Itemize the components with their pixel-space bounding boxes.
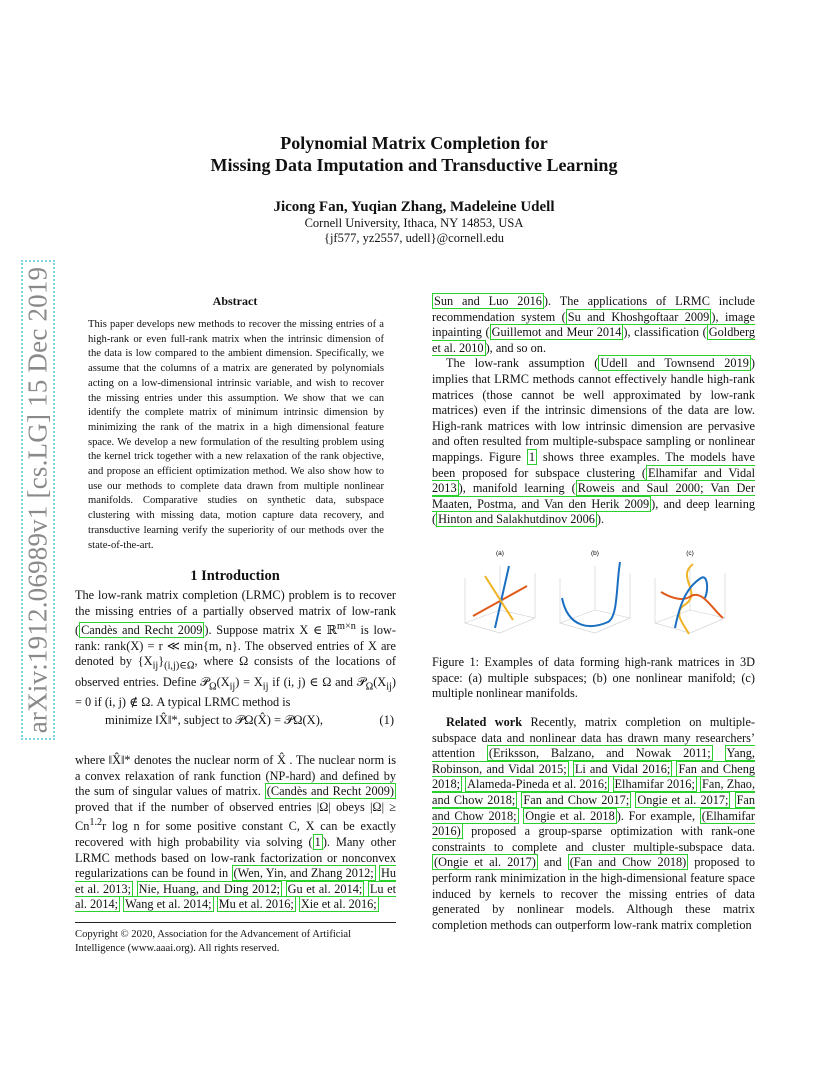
- citation-link[interactable]: Alameda-Pineda et al. 2016;: [467, 777, 608, 792]
- citation-link[interactable]: Nie, Huang, and Ding 2012;: [138, 881, 281, 896]
- citation-link[interactable]: Yang, Robinson, and Vidal 2015;: [432, 746, 755, 776]
- figure-1c-multiple-nonlinear-manifolds: [645, 548, 735, 638]
- authors: Jicong Fan, Yuqian Zhang, Madeleine Udell: [273, 199, 555, 215]
- intro-paragraph-2: where ‖X̂‖* denotes the nuclear norm of X̂ . The nuclear norm is a convex relaxation of rank function (NP-hard) and defined by the sum of singular values of matrix. (Candès and Recht 2009) proved that if the number of observed entries |Ω| obeys $|\Omega| \ge Cn^{1.2}r$ log n for some positive constant C, X can be exactly recovered with high probability via solving ( 1 ). Many other LRMC methods based on low-rank factorization or nonconvex regularizations can be found in (Wen, Yin, and Zhang 2012; Hu et al. 2013; Nie, Huang, and Ding 2012; Gu et al. 2014; Lu et al. 2014; Wang et al. 2014; Mu et al. 2016; Xie et al. 2016;: [75, 753, 397, 912]
- citation-link[interactable]: Fan, Zhao, and Chow 2018;: [432, 777, 756, 807]
- paper-title: [0, 132, 828, 176]
- figure-1b-nonlinear-manifold: [550, 548, 640, 638]
- citation-link[interactable]: (Candès and Recht 2009): [266, 784, 394, 799]
- equation-1-body: minimize ‖X̂‖*, subject to 𝒫Ω(X̂) = 𝒫Ω(X),: [105, 713, 323, 727]
- equation-reference-link[interactable]: 1: [314, 835, 321, 850]
- citation-link[interactable]: (Elhamifar 2016): [432, 808, 756, 839]
- citation-link[interactable]: Hinton and Salakhutdinov 2006: [438, 512, 595, 527]
- citation-link[interactable]: (Eriksson, Balzano, and Nowak 2011;: [488, 746, 711, 761]
- citation-link[interactable]: Roweis and Saul 2000; Van Der Maaten, Postma, and Van den Herik 2009: [432, 481, 755, 511]
- affiliation-block: [0, 216, 828, 246]
- right-column-paragraphs: [432, 294, 755, 528]
- svg-text:(b): (b): [591, 550, 599, 557]
- copyright-notice: Copyright © 2020, Association for the Advancement of Artificial Intelligence (www.aaai.org). All rights reserved.: [75, 922, 396, 956]
- citation-link[interactable]: Ongie et al. 2017;: [637, 792, 729, 807]
- figure-1: [455, 548, 735, 638]
- citation-link[interactable]: Udell and Townsend 2019: [600, 356, 749, 371]
- svg-text:(a): (a): [496, 550, 504, 557]
- citation-link[interactable]: Fan and Chow 2017;: [523, 792, 630, 807]
- emails: {jf577, yz2557, udell}@cornell.edu: [323, 231, 505, 245]
- citation-link[interactable]: Gu et al. 2014;: [287, 881, 363, 896]
- abstract-heading: Abstract: [212, 294, 258, 308]
- citation-link[interactable]: Elhamifar 2016;: [614, 777, 695, 792]
- section-heading-introduction: 1 Introduction: [190, 568, 280, 584]
- affiliation: Cornell University, Ithaca, NY 14853, USA: [304, 216, 524, 230]
- applications-paragraph: Sun and Luo 2016 ). The applications of LRMC include recommendation system ( Su and Khoshgoftaar 2009 ), image inpainting ( Guillemot and Meur 2014 ), classification ( Goldberg et al. 2010 ), and so on.: [432, 294, 755, 355]
- citation-link[interactable]: (Fan and Chow 2018): [569, 855, 687, 870]
- citation-link[interactable]: Li and Vidal 2016;: [574, 761, 671, 776]
- related-work-paragraph: Related work Recently, matrix completion on multiple-subspace data and nonlinear data has drawn many researchers’ attention (Eriksson, Balzano, and Nowak 2011; Yang, Robinson, and Vidal 2015; Li and Vidal 2016; Fan and Cheng 2018; Alameda-Pineda et al. 2016; Elhamifar 2016; Fan, Zhao, and Chow 2018; Fan and Chow 2017; Ongie et al. 2017; Fan and Chow 2018; Ongie et al. 2018 ). For example, (Elhamifar 2016) proposed a group-sparse optimization with rank-one constraints to complete and cluster multiple-subspace data. (Ongie et al. 2017) and (Fan and Chow 2018) proposed to perform rank minimization in the high-dimensional feature space induced by kernels to recover the missing entries of data generated by nonlinear models. Although these matrix completion methods can outperform low-rank matrix completion: [432, 715, 756, 932]
- citation-link[interactable]: Elhamifar and Vidal 2013: [432, 465, 755, 496]
- related-work-heading: Related work: [446, 715, 523, 729]
- svg-text:(c): (c): [686, 550, 694, 557]
- citation-link[interactable]: Lu et al. 2014;: [75, 881, 397, 912]
- equation-1-number: (1): [379, 713, 394, 727]
- citation-link[interactable]: (Wen, Yin, and Zhang 2012;: [233, 866, 374, 881]
- citation-link[interactable]: Su and Khoshgoftaar 2009: [567, 309, 710, 324]
- citation-link[interactable]: Goldberg et al. 2010: [432, 325, 755, 355]
- title-line-1: Polynomial Matrix Completion for: [280, 133, 548, 153]
- abstract-body: This paper develops new methods to recover the missing entries of a high-rank or even full-rank matrix when the intrinsic dimension of the data is low compared to the ambient dimension. Specifically, we assume that the columns of a matrix are generated by polynomials acting on a low-dimensional intrinsic variable, and wish to recover the missing entries under this assumption. We show that we can identify the complete matrix of minimum intrinsic dimension by minimizing the rank of the matrix in a high dimensional feature space. We develop a new formulation of the resulting problem using the kernel trick together with a new relaxation of the rank objective, and propose an efficient optimization method. We also show how to use our methods to complete data drawn from multiple nonlinear manifolds. Comparative studies on synthetic data, subspace clustering with missing data, motion capture data recovery, and transductive learning verify the superiority of our methods over the state-of-the-art.: [88, 319, 384, 551]
- citation-link[interactable]: Xie et al. 2016;: [300, 897, 377, 912]
- arxiv-identifier-text: arXiv:1912.06989v1 [cs.LG] 15 Dec 2019: [22, 266, 53, 734]
- citation-link[interactable]: Ongie et al. 2018: [525, 808, 615, 823]
- title-line-2: Missing Data Imputation and Transductive Learning: [210, 155, 618, 175]
- figure-reference-link[interactable]: 1: [528, 449, 535, 464]
- citation-link[interactable]: Candès and Recht 2009: [81, 623, 203, 638]
- citation-link[interactable]: Mu et al. 2016;: [218, 897, 294, 912]
- citation-link[interactable]: Guillemot and Meur 2014: [491, 325, 622, 340]
- figure-1a-multiple-subspaces: [455, 548, 545, 638]
- citation-link[interactable]: (Ongie et al. 2017): [434, 855, 536, 870]
- citation-link[interactable]: Wang et al. 2014;: [125, 897, 212, 912]
- low-rank-assumption-paragraph: The low-rank assumption ( Udell and Townsend 2019 ) implies that LRMC methods cannot effectively handle high-rank matrices (those cannot be well approximated by low-rank matrices) even if the intrinsic dimensions of the data are low. High-rank matrices with low intrinsic dimension are pervasive and often resulted from multiple-subspace sampling or nonlinear mappings. Figure 1 shows three examples. The models have been proposed for subspace clustering ( Elhamifar and Vidal 2013 ), manifold learning ( Roweis and Saul 2000; Van Der Maaten, Postma, and Van den Herik 2009 ), and deep learning ( Hinton and Salakhutdinov 2006 ).: [432, 356, 755, 527]
- citation-link[interactable]: Fan and Chow 2018;: [432, 792, 756, 823]
- citation-link[interactable]: Sun and Luo 2016: [434, 294, 542, 308]
- figure-1-caption: Figure 1: Examples of data forming high-rank matrices in 3D space: (a) multiple subspaces; (b) one nonlinear manifold; (c) multiple nonlinear manifolds.: [432, 655, 755, 701]
- arxiv-identifier[interactable]: [21, 260, 55, 740]
- citation-link[interactable]: Fan and Cheng 2018;: [432, 761, 756, 792]
- intro-paragraph-1: The low-rank matrix completion (LRMC) problem is to recover the missing entries of a partially observed matrix of low-rank ( Candès and Recht 2009 ). Suppose matrix X ∈ ℝ$^{m\times n}$ is low-rank: rank(X) = r ≪ min{m, n}. The observed entries of X are denoted by $\{X_{ij}\}_{(i,j)\in\Omega}$, where Ω consists of the locations of observed entries. Define $𝒫_\Omega(X_{ij}) = X_{ij}$ if (i, j) ∈ Ω and $𝒫_\Omega(X_{ij}) = 0$ if (i, j) ∉ Ω. A typical LRMC method is: [75, 588, 397, 709]
- citation-link[interactable]: Hu et al. 2013;: [75, 866, 397, 896]
